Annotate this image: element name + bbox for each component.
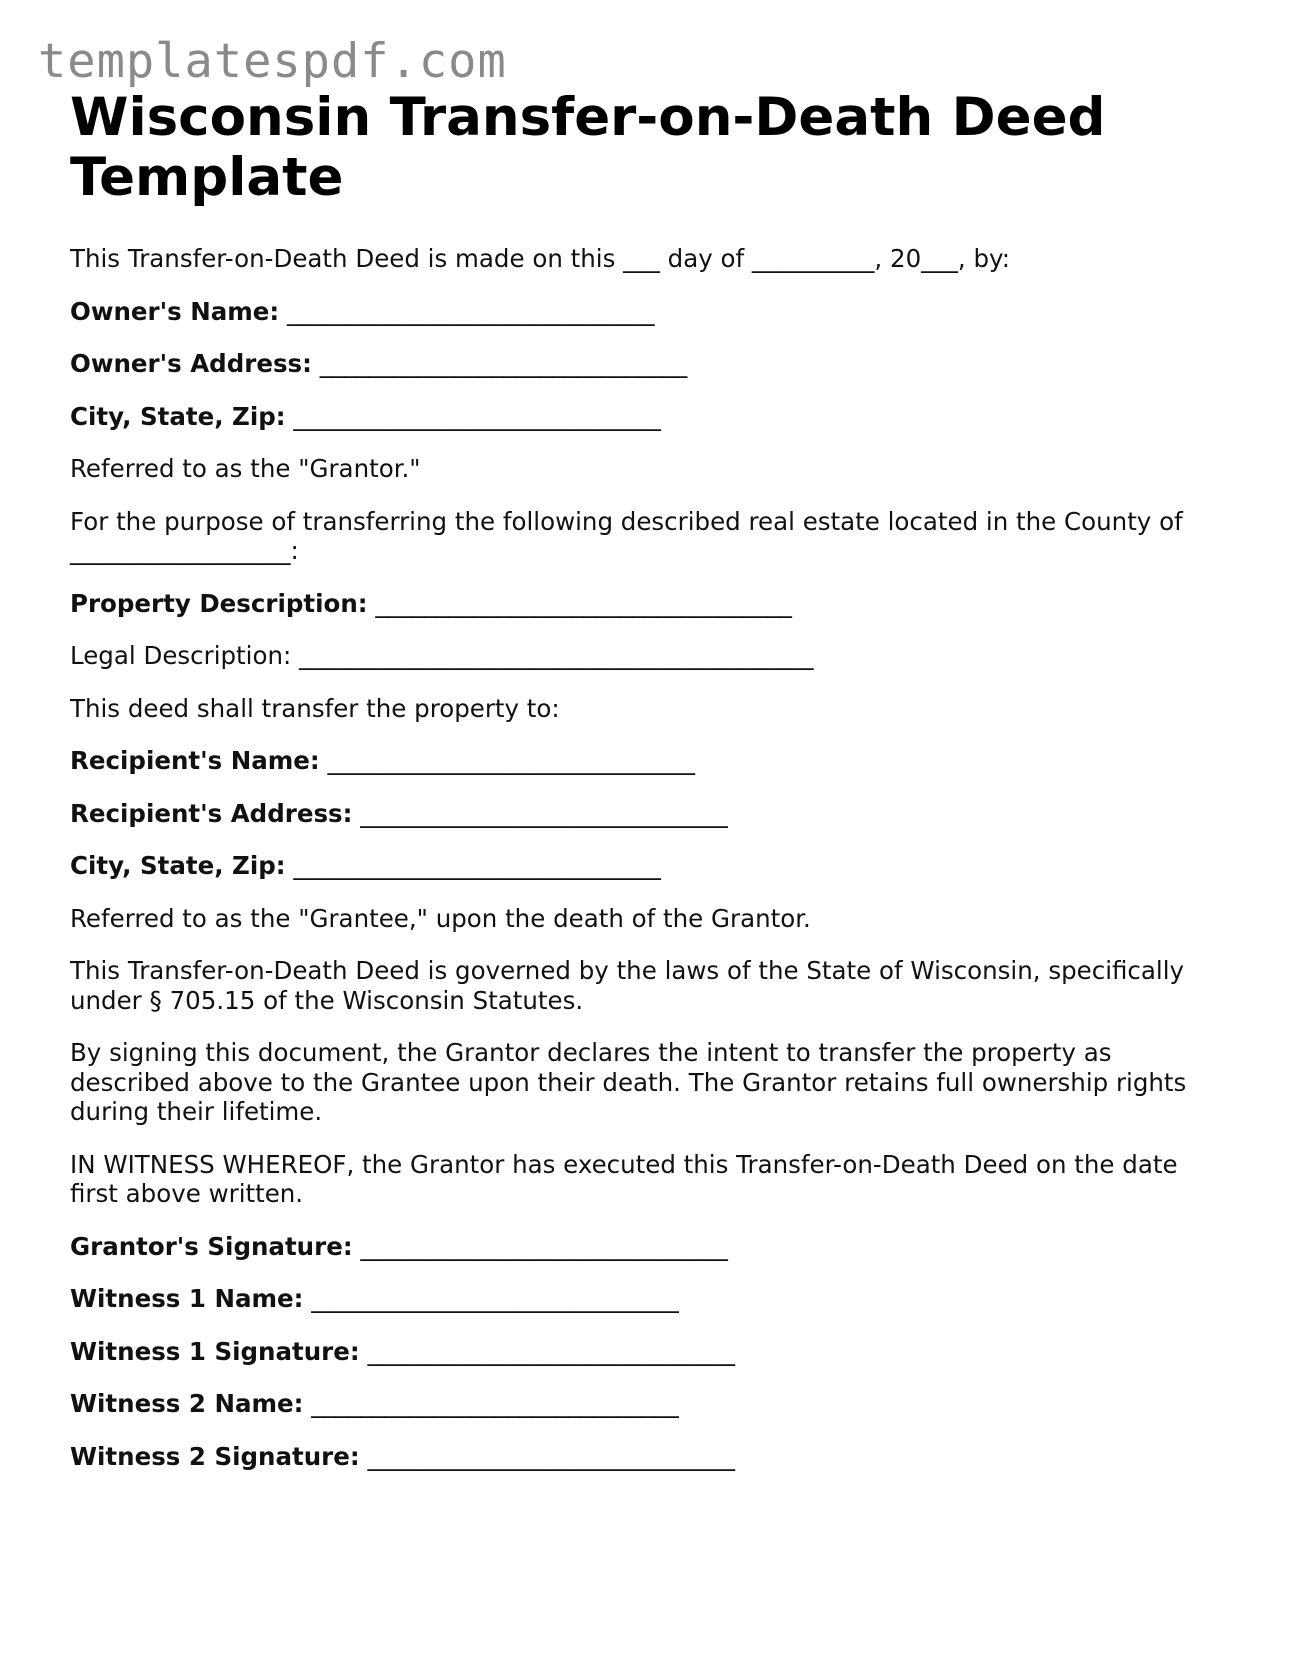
witness2-signature-line	[70, 1442, 1230, 1472]
witness2-name-label: Witness 2 Name:	[70, 1389, 304, 1418]
owner-name-label: Owner's Name:	[70, 296, 280, 326]
watermark: templatespdf.com	[38, 34, 507, 89]
grantor-signature-label: Grantor's Signature:	[70, 1231, 353, 1261]
intent-text: By signing this document, the Grantor declares the intent to transfer the property as described above to the Grantee upon their death. The Grantor retains full ownership rights during their lifetime.	[70, 1038, 1187, 1126]
recipient-city-label: City, State, Zip:	[70, 851, 286, 880]
witness2-signature-label: Witness 2 Signature:	[70, 1441, 360, 1471]
recipient-city-blank: ______________________________	[293, 851, 661, 880]
owner-city-line	[70, 402, 1230, 432]
witness2-signature-blank: ______________________________	[367, 1441, 735, 1471]
legal-description-line	[70, 641, 1230, 671]
grantee-reference: Referred to as the "Grantee," upon the death of the Grantor.	[70, 903, 811, 933]
legal-description-label: Legal Description:	[70, 641, 292, 670]
witness1-name-blank: ______________________________	[311, 1284, 679, 1313]
recipient-name-line	[70, 746, 1230, 776]
witness1-signature-line	[70, 1337, 1230, 1367]
owner-address-line	[70, 349, 1230, 379]
witness2-name-line	[70, 1389, 1230, 1419]
recipient-address-label: Recipient's Address:	[70, 798, 353, 828]
owner-city-label: City, State, Zip:	[70, 401, 286, 431]
recipient-address-line	[70, 799, 1230, 829]
recipient-name-blank: ______________________________	[327, 746, 695, 775]
transfer-to-text: This deed shall transfer the property to:	[70, 693, 560, 723]
grantor-signature-blank: ______________________________	[360, 1231, 728, 1261]
witness1-signature-blank: ______________________________	[367, 1336, 735, 1366]
recipient-name-label: Recipient's Name:	[70, 746, 320, 775]
property-description-blank: __________________________________	[375, 588, 792, 618]
witness1-name-line	[70, 1284, 1230, 1314]
witness1-signature-label: Witness 1 Signature:	[70, 1336, 360, 1366]
legal-description-blank: __________________________________________	[299, 641, 814, 670]
document-title: Wisconsin Transfer-on-Death Deed Template	[70, 87, 1106, 208]
purpose-text: For the purpose of transferring the following described real estate located in the County of __________________:	[70, 506, 1183, 565]
owner-name-blank: ______________________________	[287, 296, 655, 326]
intro-text: This Transfer-on-Death Deed is made on this ___ day of __________, 20___, by:	[70, 244, 1011, 273]
owner-name-line	[70, 297, 1230, 327]
property-description-label: Property Description:	[70, 588, 368, 618]
recipient-address-blank: ______________________________	[360, 798, 728, 828]
grantor-signature-line	[70, 1232, 1230, 1262]
owner-city-blank: ______________________________	[293, 401, 661, 431]
document-body	[70, 88, 1230, 1494]
owner-address-label: Owner's Address:	[70, 349, 312, 378]
owner-address-blank: ______________________________	[319, 349, 688, 378]
property-description-line	[70, 589, 1230, 619]
grantor-reference: Referred to as the "Grantor."	[70, 454, 421, 483]
witness1-name-label: Witness 1 Name:	[70, 1284, 304, 1313]
witness-clause: IN WITNESS WHEREOF, the Grantor has executed this Transfer-on-Death Deed on the date first above written.	[70, 1149, 1178, 1208]
governing-law-text: This Transfer-on-Death Deed is governed by the laws of the State of Wisconsin, specifically under § 705.15 of the Wisconsin Statutes.	[70, 956, 1185, 1015]
witness2-name-blank: ______________________________	[311, 1389, 679, 1418]
recipient-city-line	[70, 851, 1230, 881]
